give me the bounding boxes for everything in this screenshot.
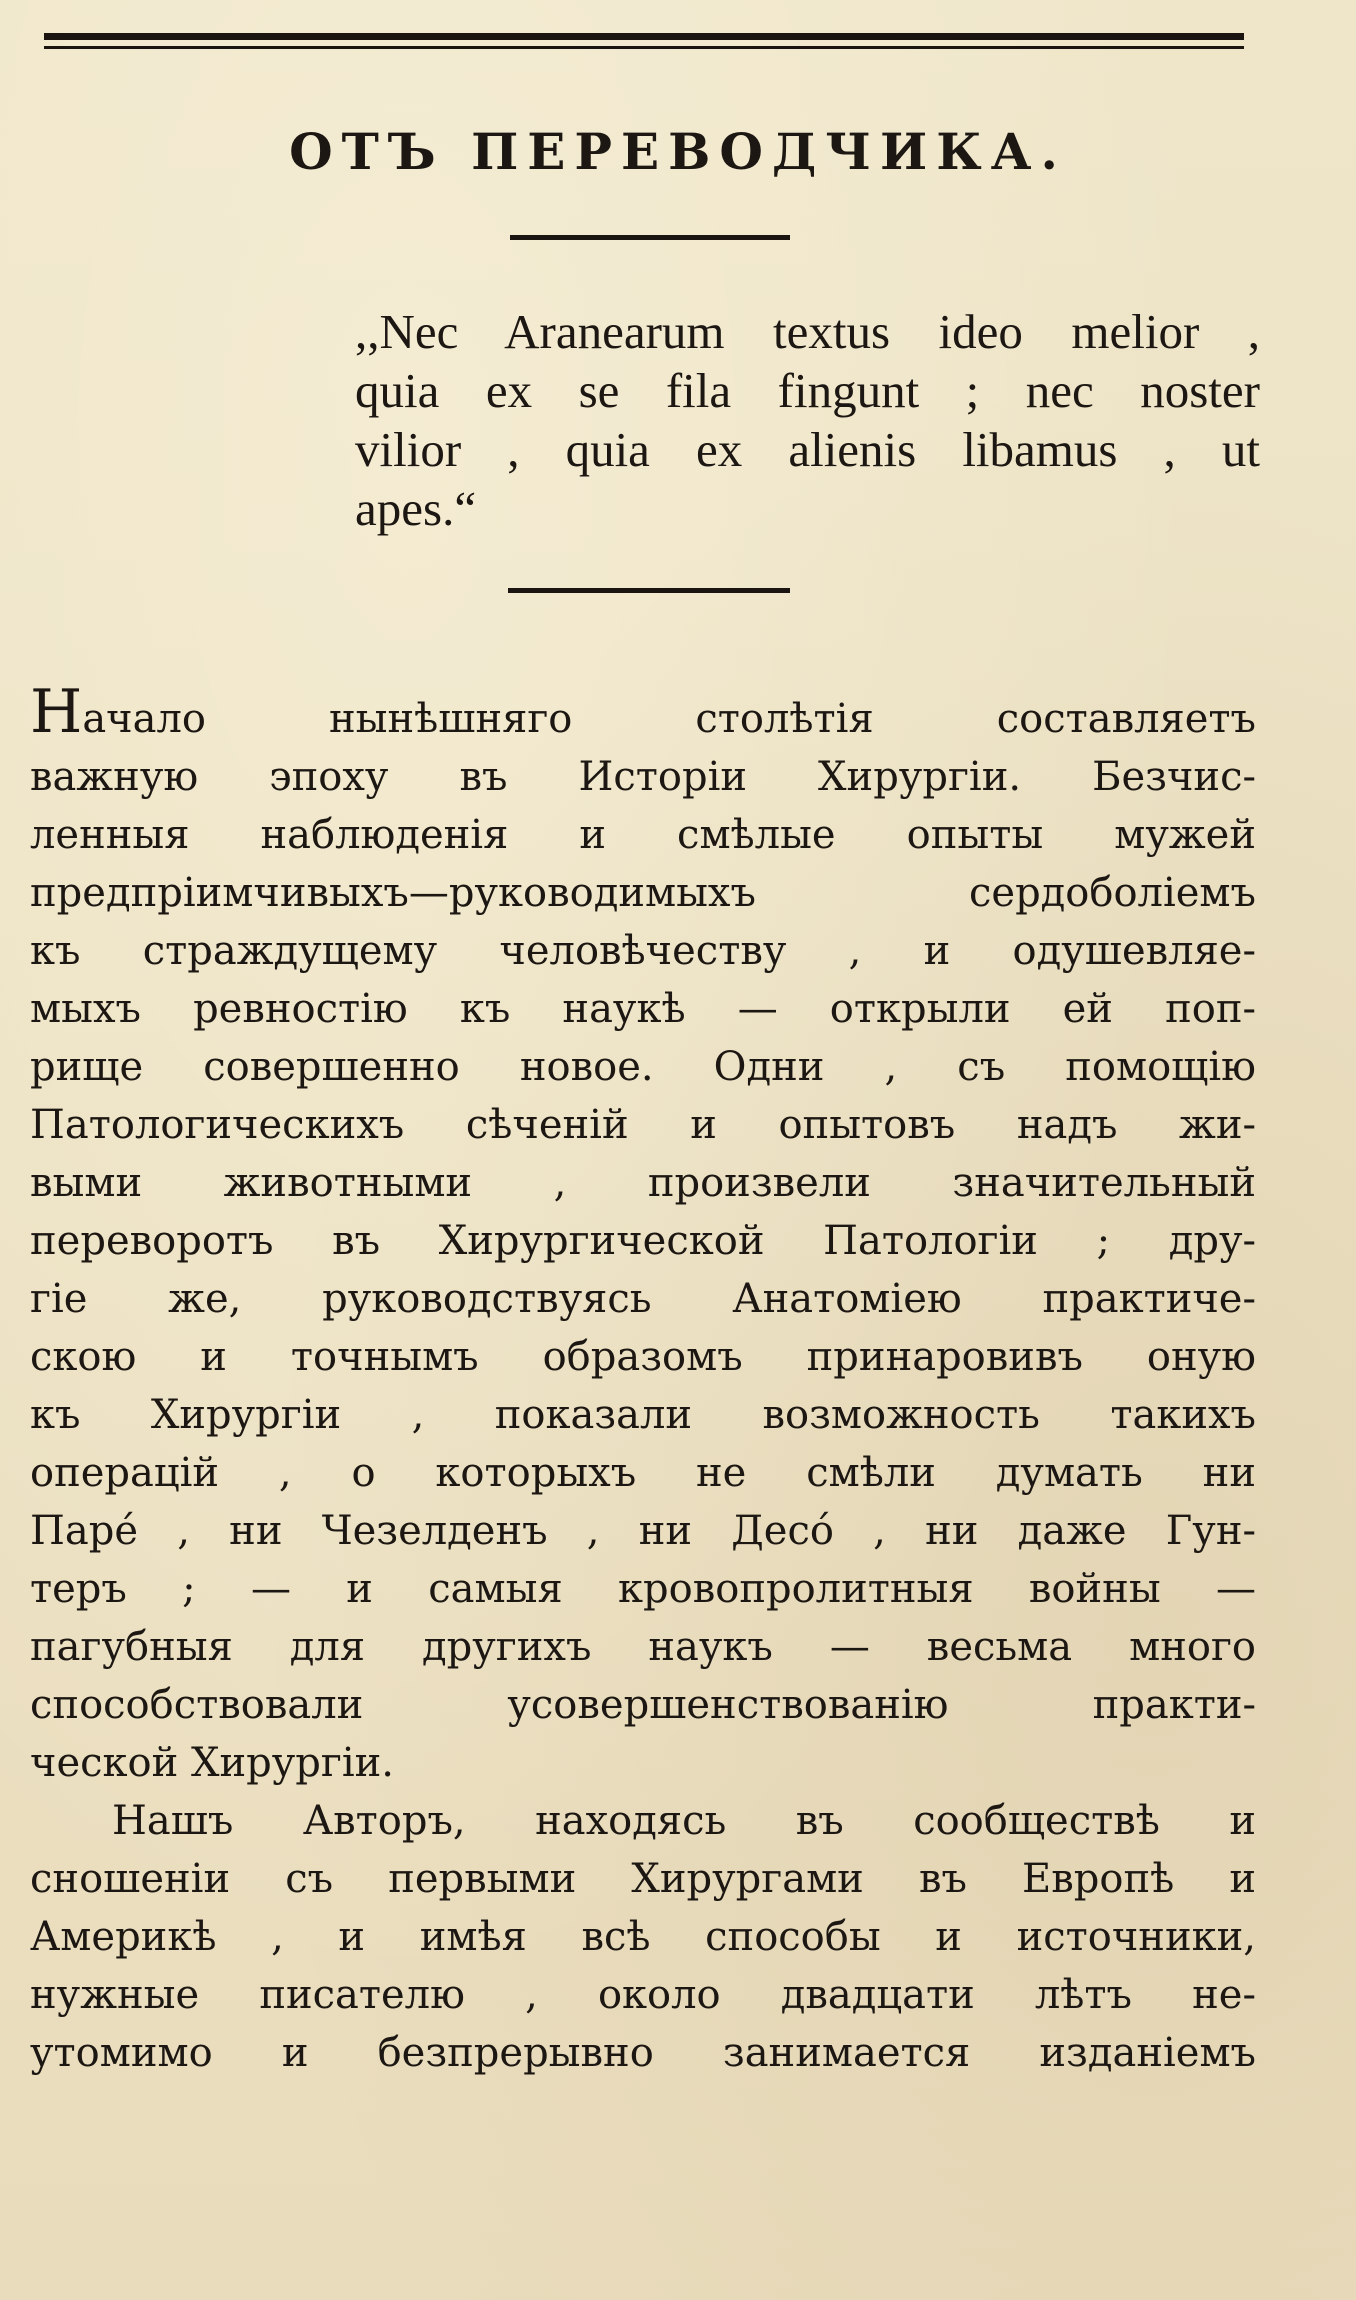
text-line: пагубныя для другихъ наукъ — весьма много — [30, 1624, 1256, 1670]
first-line-text: ачало нынѣшняго столѣтія составляетъ — [82, 696, 1256, 742]
body-text — [30, 677, 1256, 2082]
text-line: предпріимчивыхъ—руководимыхъ сердоболіемъ — [30, 870, 1256, 916]
text-line: нужные писателю , около двадцати лѣтъ не- — [30, 1972, 1256, 2018]
epigraph-line: vilior , quia ex alienis libamus , ut — [355, 422, 1260, 477]
epigraph-line: apes.“ — [355, 481, 477, 536]
latin-epigraph — [355, 302, 1260, 538]
heading-divider — [510, 235, 790, 240]
text-line: рище совершенно новое. Одни , съ помощію — [30, 1044, 1256, 1090]
epigraph-divider — [508, 588, 790, 593]
text-line: Америкѣ , и имѣя всѣ способы и источники, — [30, 1914, 1256, 1960]
text-line: Парé , ни Чезелденъ , ни Десó , ни даже Гун- — [30, 1508, 1256, 1554]
text-line: операцій , о которыхъ не смѣли думать ни — [30, 1450, 1256, 1496]
epigraph-line: ,,Nec Aranearum textus ideo melior , — [355, 304, 1260, 359]
top-rule-thick — [44, 33, 1244, 40]
text-line: способствовали усовершенствованію практи- — [30, 1682, 1256, 1728]
text-line: ленныя наблюденія и смѣлые опыты мужей — [30, 812, 1256, 858]
paragraph-first-line — [30, 677, 1256, 748]
text-line: выми животными , произвели значительный — [30, 1160, 1256, 1206]
text-line: скою и точнымъ образомъ принаровивъ оную — [30, 1334, 1256, 1380]
text-line: ческой Хирургіи. — [30, 1740, 394, 1786]
text-line: мыхъ ревностію къ наукѣ — открыли ей поп- — [30, 986, 1256, 1032]
top-rule-thin — [44, 46, 1244, 49]
paragraph-indent-line: Нашъ Авторъ, находясь въ сообществѣ и — [112, 1798, 1256, 1844]
text-line: сношеніи съ первыми Хирургами въ Европѣ и — [30, 1856, 1256, 1902]
epigraph-line: quia ex se fila fingunt ; nec noster — [355, 363, 1260, 418]
initial-letter: Н — [30, 677, 83, 747]
text-line: къ страждущему человѣчеству , и одушевляе- — [30, 928, 1256, 974]
text-line: гіе же, руководствуясь Анатоміею практиче- — [30, 1276, 1256, 1322]
text-line: къ Хирургіи , показали возможность такихъ — [30, 1392, 1256, 1438]
text-line: теръ ; — и самыя кровопролитныя войны — — [30, 1566, 1256, 1612]
page-heading: ОТЪ ПЕРЕВОДЧИКА. — [289, 122, 1067, 181]
text-line: утомимо и безпрерывно занимается изданіемъ — [30, 2030, 1256, 2076]
text-line: важную эпоху въ Исторіи Хирургіи. Безчис- — [30, 754, 1256, 800]
text-line: переворотъ въ Хирургической Патологіи ; дру- — [30, 1218, 1256, 1264]
text-line: Патологическихъ сѣченій и опытовъ надъ жи- — [30, 1102, 1256, 1148]
